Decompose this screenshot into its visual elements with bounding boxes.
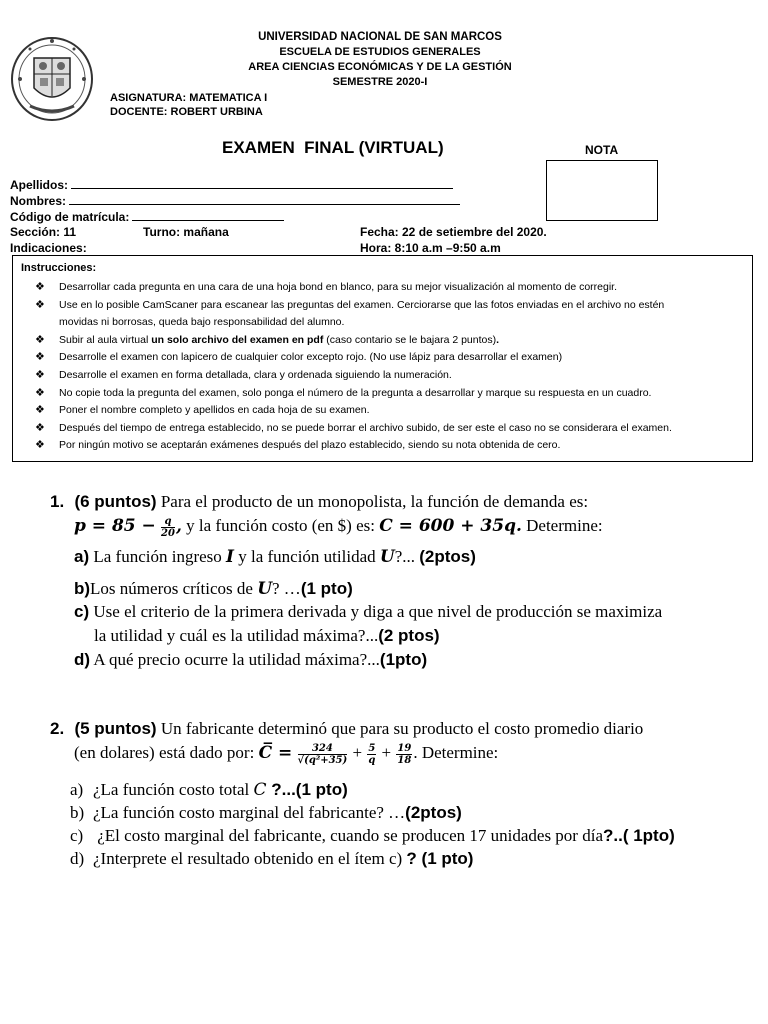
diamond-bullet-icon: ❖ [35,333,45,346]
fraction-324: $\frac{324}{\text{√(q²+35)}}$ [297,742,348,766]
q1-item-c: c) Use el criterio de la primera derivada y diga a que nivel de producción se maximiza [74,602,663,621]
hora: Hora: 8:10 a.m –9:50 a.m [360,241,501,255]
instruction-item: ❖ Por ningún motivo se aceptarán exámenes después del plazo establecido, siendo su nota obtenida de cero. [13,437,752,455]
exam-title: EXAMEN FINAL (VIRTUAL) [222,138,444,157]
q2-equation: (en dolares) está dado por: C̅ = $\frac{324}{\text{√(q²+35)}}$ + $\frac{5}{q}$ + $\frac{19}{18}$ . Determine: [74,742,499,766]
q1-number: 1. [50,492,65,511]
codigo-row[interactable] [10,209,284,225]
diamond-bullet-icon: ❖ [35,386,45,399]
diamond-bullet-icon: ❖ [35,281,45,293]
q1-statement [50,490,588,514]
instruction-item-continued: movidas ni borrosas, queda bajo responsabilidad del alumno. [59,316,345,329]
instruction-item: ❖ No copie toda la pregunta del examen, solo ponga el número de la pregunta a desarrollar y marque su respuesta en un cuadro. [13,385,752,403]
average-cost-symbol: C̅ = [258,743,293,763]
fraction-5-q: $\frac{5}{q}$ [368,742,376,766]
diamond-bullet-icon: ❖ [35,404,45,417]
instructions-box [12,255,753,462]
instruction-item: ❖ Use en lo posible CamScaner para escanear las preguntas del examen. Cerciorarse que las fotos enviadas en el archivo no estén [13,297,752,315]
q2-intro: Un fabricante determinó que para su producto el costo promedio diario [156,719,644,738]
diamond-bullet-icon: ❖ [35,298,45,311]
codigo-label: Código de matrícula: [10,210,130,224]
grade-box[interactable] [546,160,658,221]
q1-item-b: b)Los números críticos de U? …(1 pto) [74,579,353,599]
fecha: Fecha: 22 de setiembre del 2020. [360,225,547,239]
instruction-item: ❖ Después del tiempo de entrega establecido, no se puede borrar el archivo subido, de ser este el caso no se considerara el examen. [13,420,752,438]
nombres-row[interactable] [10,193,460,209]
demand-equation: p = 85 − [74,516,156,536]
seccion: Sección: 11 [10,225,77,239]
instruction-item: ❖ Desarrolle el examen en forma detallada, clara y ordenada siguiendo la numeración. [13,367,752,385]
q1-item-c-cont: la utilidad y cuál es la utilidad máxima?...(2 ptos) [94,626,440,645]
semester: SEMESTRE 2020-I [332,76,428,88]
teacher: DOCENTE: ROBERT URBINA [110,106,263,118]
q1-item-d: d) A qué precio ocurre la utilidad máxima?...(1pto) [74,650,428,669]
instruction-item: ❖ Subir al aula virtual un solo archivo del examen en pdf (caso contario se le bajara 2 puntos). [13,332,752,350]
apellidos-label: Apellidos: [10,178,69,192]
turno: Turno: mañana [143,225,229,239]
instructions-title: Instrucciones: [21,262,97,274]
nombres-label: Nombres: [10,194,67,208]
nombres-field[interactable] [69,193,460,205]
university-seal-logo [10,36,94,122]
diamond-bullet-icon: ❖ [35,421,45,434]
q2-item-c: c) ¿El costo marginal del fabricante, cuando se producen 17 unidades por día?..( 1pto) [70,826,675,845]
apellidos-field[interactable] [71,177,453,189]
university-name: UNIVERSIDAD NACIONAL DE SAN MARCOS [258,31,502,43]
q1-points: (6 puntos) [74,492,157,511]
q2-statement [50,717,643,741]
q2-item-b: b) ¿La función costo marginal del fabricante? …(2ptos) [70,803,462,822]
subject: ASIGNATURA: MATEMATICA I [110,92,268,104]
diamond-bullet-icon: ❖ [35,439,45,452]
cost-equation: C = 600 + 35q. [379,516,522,536]
instruction-item: ❖ Desarrollar cada pregunta en una cara de una hoja bond en blanco, para su mejor visualización al momento de corregir. [13,279,752,297]
school-name: ESCUELA DE ESTUDIOS GENERALES [279,46,481,58]
nota-label: NOTA [585,143,619,157]
q-over-20-fraction: $\frac{q}{20}$ [161,515,175,539]
q2-item-a: a) ¿La función costo total C ?...(1 pto) [70,780,348,800]
q2-item-d: d) ¿Interprete el resultado obtenido en el ítem c) ? (1 pto) [70,849,474,868]
area-name: AREA CIENCIAS ECONÓMICAS Y DE LA GESTIÓN [248,61,512,73]
fraction-19-18: $\frac{19}{18}$ [397,742,412,766]
apellidos-row[interactable] [10,177,453,193]
instruction-item: ❖ Poner el nombre completo y apellidos en cada hoja de su examen. [13,402,752,420]
q2-number: 2. [50,719,65,738]
diamond-bullet-icon: ❖ [35,351,45,364]
q1-item-a: a) La función ingreso I y la función utilidad U?... (2ptos) [74,547,476,567]
instruction-item: ❖ Desarrolle el examen con lapicero de cualquier color excepto rojo. (No use lápiz para desarrollar el examen) [13,349,752,367]
q1-intro: Para el producto de un monopolista, la función de demanda es: [156,492,589,511]
codigo-field[interactable] [132,209,284,221]
q1-equations: p = 85 − $\frac{q}{20}$ , y la función costo (en $) es: C = 600 + 35q. Determine: [74,515,603,539]
q2-points: (5 puntos) [74,719,157,738]
indicaciones: Indicaciones: [10,241,87,255]
diamond-bullet-icon: ❖ [35,368,45,381]
